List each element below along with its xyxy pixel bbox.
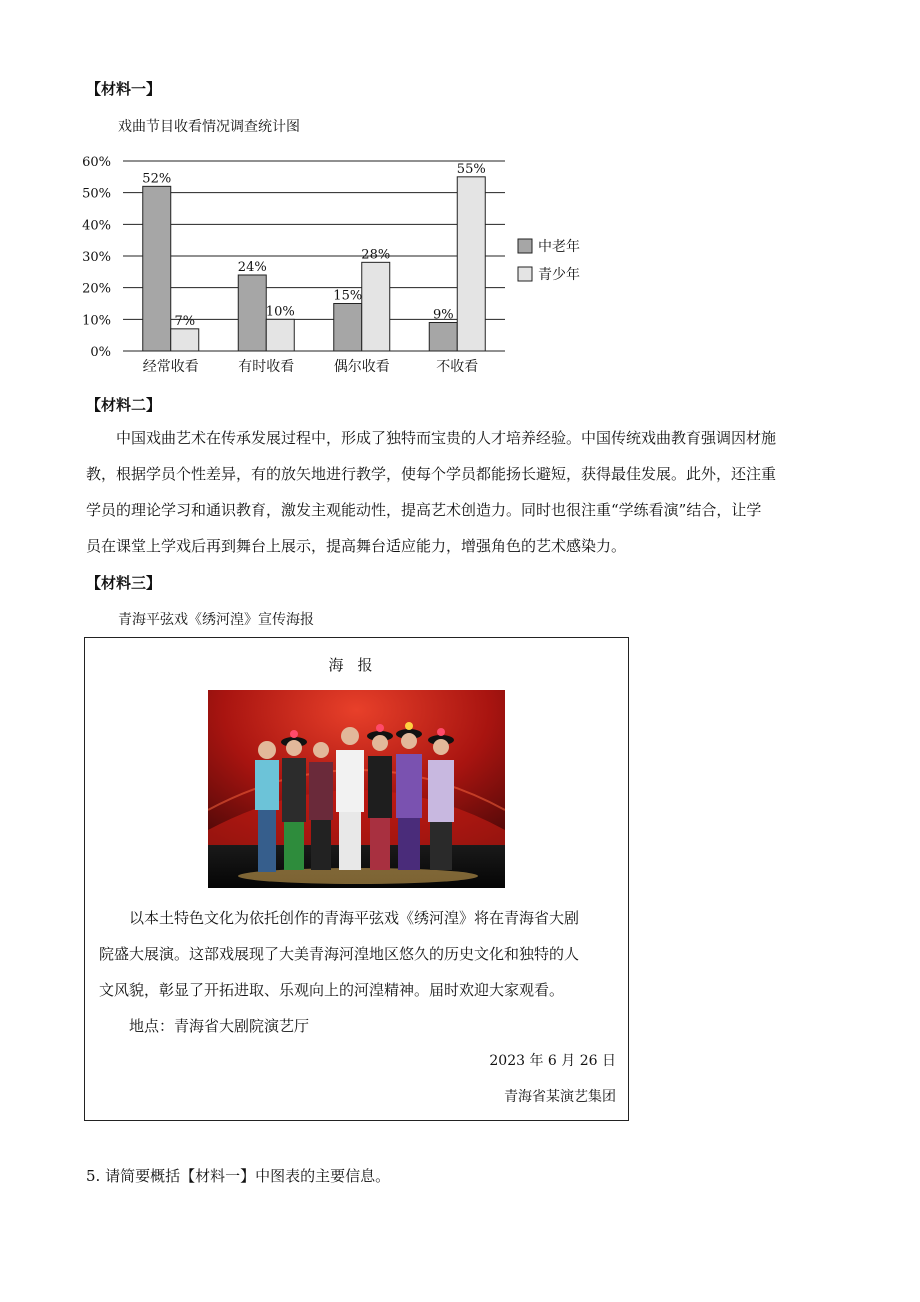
bar-data-label: 28% [361, 247, 391, 263]
bar-chart [70, 145, 630, 380]
bar [429, 323, 457, 352]
poster-body-line-1: 以本土特色文化为依托创作的青海平弦戏《绣河湟》将在青海省大剧 [129, 909, 580, 927]
bar-data-label: 15% [333, 288, 363, 304]
y-tick-label: 10% [82, 313, 111, 329]
bar-data-label: 24% [237, 260, 267, 275]
poster-body [99, 900, 619, 1044]
poster-title: 海报 [328, 656, 387, 674]
x-tick-label: 不收看 [436, 359, 479, 375]
legend-swatch [518, 239, 532, 253]
chart-caption: 戏曲节目收看情况调查统计图 [118, 119, 300, 135]
bar [171, 329, 199, 351]
poster-location: 地点：青海省大剧院演艺厅 [129, 1017, 310, 1035]
bar-data-label: 7% [174, 313, 196, 329]
legend-swatch [518, 267, 532, 281]
poster-caption: 青海平弦戏《绣河湟》宣传海报 [118, 612, 314, 628]
poster [84, 637, 629, 1121]
material2-line-3: 学员的理论学习和通识教育，激发主观能动性，提高艺术创造力。同时也很注重“学练看演”结合，让学 [86, 501, 762, 519]
poster-body-line-2: 院盛大展演。这部戏展现了大美青海河湟地区悠久的历史文化和独特的人 [99, 945, 580, 963]
stage-photo [208, 690, 505, 888]
bar [266, 319, 294, 351]
y-tick-label: 20% [82, 281, 111, 297]
bar [238, 275, 266, 351]
bar-data-label: 9% [432, 307, 454, 323]
bar-data-label: 52% [142, 171, 172, 187]
bar [457, 177, 485, 351]
bar [143, 186, 171, 351]
y-tick-label: 30% [82, 250, 111, 265]
question-5: 5. 请简要概括【材料一】中图表的主要信息。 [86, 1167, 391, 1185]
y-tick-label: 40% [82, 218, 111, 234]
poster-date: 2023 年 6 月 26 日 [489, 1053, 616, 1069]
material2-line-1: 中国戏曲艺术在传承发展过程中，形成了独特而宝贵的人才培养经验。中国传统戏曲教育强调因材施 [116, 429, 777, 447]
poster-organizer: 青海省某演艺集团 [504, 1089, 616, 1105]
bar-data-label: 55% [456, 161, 486, 177]
material2-paragraph [86, 420, 846, 564]
legend-label: 中老年 [538, 239, 580, 255]
y-tick-label: 50% [82, 186, 111, 202]
material2-heading: 【材料二】 [86, 396, 162, 414]
y-tick-label: 0% [90, 345, 111, 360]
bar [362, 262, 390, 351]
y-tick-label: 60% [82, 155, 111, 170]
poster-body-line-3: 文风貌，彰显了开拓进取、乐观向上的河湟精神。届时欢迎大家观看。 [99, 981, 565, 999]
bar-data-label: 10% [265, 304, 295, 320]
material1-heading: 【材料一】 [86, 80, 162, 98]
x-tick-label: 偶尔收看 [333, 359, 390, 375]
legend-label: 青少年 [538, 267, 580, 283]
material2-line-4: 员在课堂上学戏后再到舞台上展示，提高舞台适应能力，增强角色的艺术感染力。 [86, 537, 627, 555]
x-tick-label: 有时收看 [238, 359, 295, 375]
x-tick-label: 经常收看 [142, 359, 199, 375]
material2-line-2: 教，根据学员个性差异，有的放矢地进行教学，使每个学员都能扬长避短，获得最佳发展。此外，还注重 [86, 465, 777, 483]
bar [334, 304, 362, 352]
material3-heading: 【材料三】 [86, 574, 162, 592]
